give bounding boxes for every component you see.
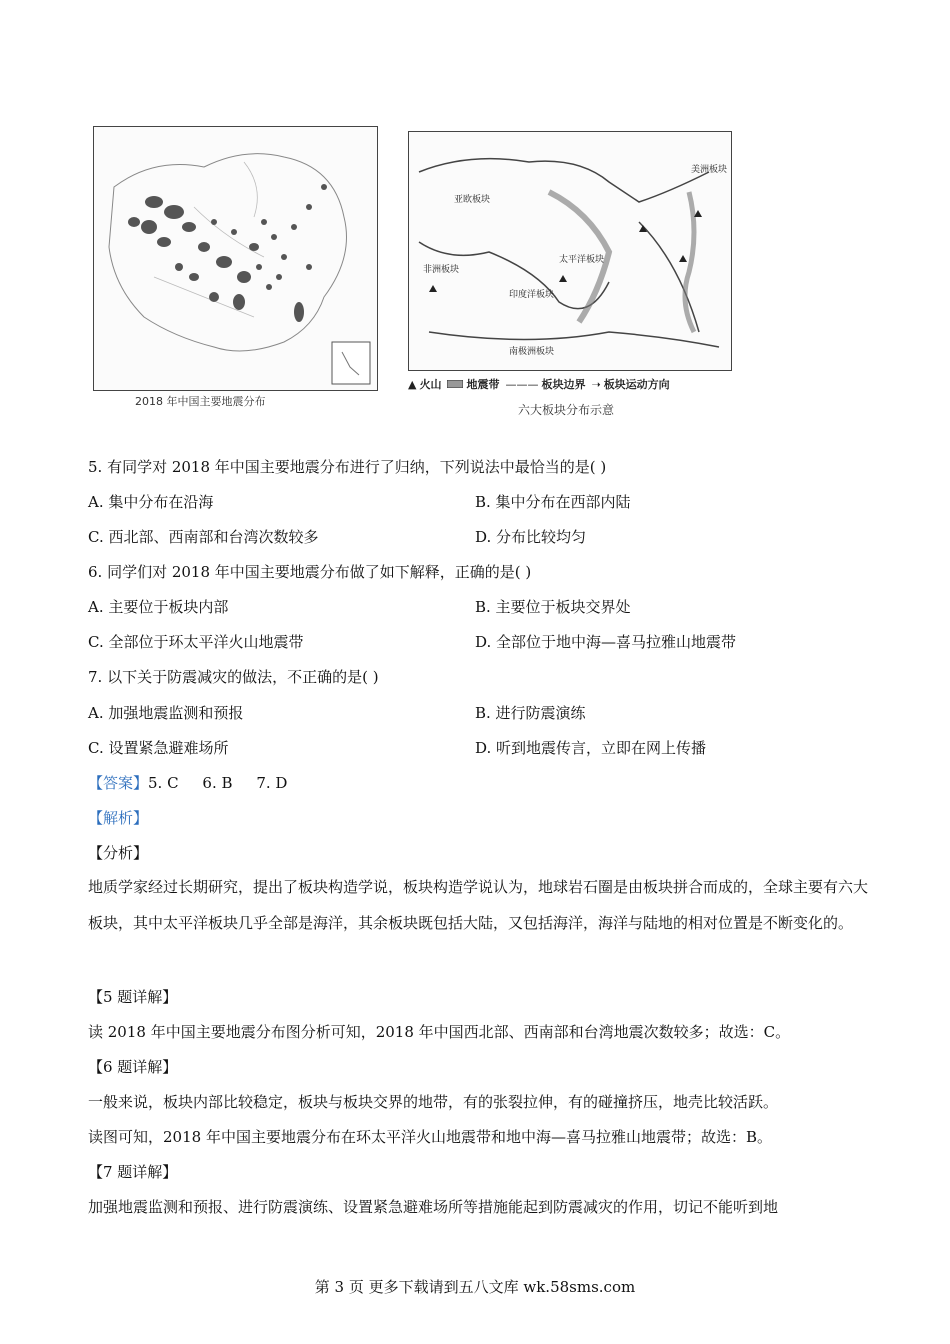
q7-heading: 【7 题详解】 [88, 1163, 178, 1181]
question-7-option-c: C. 设置紧急避难场所 [88, 739, 229, 757]
plates-map-caption: 六大板块分布示意 [518, 403, 615, 417]
question-7-stem: 7. 以下关于防震减灾的做法，不正确的是( ) [88, 668, 379, 686]
plate-label-pacific: 太平洋板块 [559, 255, 605, 265]
question-6-option-d: D. 全部位于地中海—喜马拉雅山地震带 [475, 633, 737, 651]
question-6-option-c: C. 全部位于环太平洋火山地震带 [88, 633, 304, 651]
question-7-option-d: D. 听到地震传言，立即在网上传播 [475, 739, 707, 757]
answer-text: 5. C 6. B 7. D [148, 774, 288, 792]
page-footer: 第 3 页 更多下载请到五八文库 wk.58sms.com [314, 1278, 636, 1296]
question-6-option-a: A. 主要位于板块内部 [88, 598, 229, 616]
question-5-option-c: C. 西北部、西南部和台湾次数较多 [88, 528, 319, 546]
q5-heading: 【5 题详解】 [88, 988, 178, 1006]
legend-plate-motion: ➝ 板块运动方向 [591, 377, 670, 391]
answer-line [88, 772, 287, 793]
seismic-belt-swatch [447, 380, 463, 388]
analysis-heading: 【分析】 [88, 844, 149, 862]
legend-seismic-belt: 地震带 [447, 376, 499, 392]
plate-label-antarctic: 南极洲板块 [509, 347, 555, 357]
question-7-option-a: A. 加强地震监测和预报 [88, 704, 244, 722]
plate-label-american: 美洲板块 [691, 165, 728, 175]
question-6-stem: 6. 同学们对 2018 年中国主要地震分布做了如下解释，正确的是( ) [88, 563, 532, 581]
plate-label-eurasian: 亚欧板块 [454, 195, 491, 205]
legend-volcano: ▲ 火山 [408, 377, 442, 391]
plate-label-indian: 印度洋板块 [509, 290, 555, 300]
question-5-stem: 5. 有同学对 2018 年中国主要地震分布进行了归纳，下列说法中最恰当的是( ) [88, 458, 607, 476]
q7-text: 加强地震监测和预报、进行防震演练、设置紧急避难场所等措施能起到防震减灾的作用，切记不能听到地 [88, 1198, 779, 1216]
plates-map-graphic [409, 132, 730, 369]
analysis-label: 【解析】 [88, 809, 149, 827]
question-5-option-b: B. 集中分布在西部内陆 [475, 493, 631, 511]
plate-label-african: 非洲板块 [423, 265, 460, 275]
q6-text-1: 一般来说，板块内部比较稳定，板块与板块交界的地带，有的张裂拉伸，有的碰撞挤压，地壳比较活跃。 [88, 1093, 779, 1111]
question-5-option-d: D. 分布比较均匀 [475, 528, 587, 546]
q6-text-2: 读图可知，2018 年中国主要地震分布在环太平洋火山地震带和地中海—喜马拉雅山地震带；故选：B。 [88, 1128, 772, 1146]
china-map-caption: 2018 年中国主要地震分布 [135, 395, 266, 408]
q6-heading: 【6 题详解】 [88, 1058, 178, 1076]
q5-text: 读 2018 年中国主要地震分布图分析可知，2018 年中国西北部、西南部和台湾地震次数较多；故选：C。 [88, 1023, 791, 1041]
china-earthquake-map [93, 126, 378, 391]
plates-map [408, 131, 732, 371]
analysis-text: 地质学家经过长期研究，提出了板块构造学说，板块构造学说认为，地球岩石圈是由板块拼合而成的，全球主要有六大板块，其中太平洋板块几乎全部是海洋，其余板块既包括大陆，又包括海洋，海洋与陆地的相对位置是不断变化的。 [88, 878, 869, 932]
answer-label: 【答案】 [88, 774, 149, 792]
china-map-graphic [94, 127, 376, 389]
question-6-option-b: B. 主要位于板块交界处 [475, 598, 631, 616]
legend-plate-boundary: ——— 板块边界 [505, 377, 586, 391]
question-7-option-b: B. 进行防震演练 [475, 704, 586, 722]
question-5-option-a: A. 集中分布在沿海 [88, 493, 214, 511]
plates-legend [408, 376, 738, 392]
